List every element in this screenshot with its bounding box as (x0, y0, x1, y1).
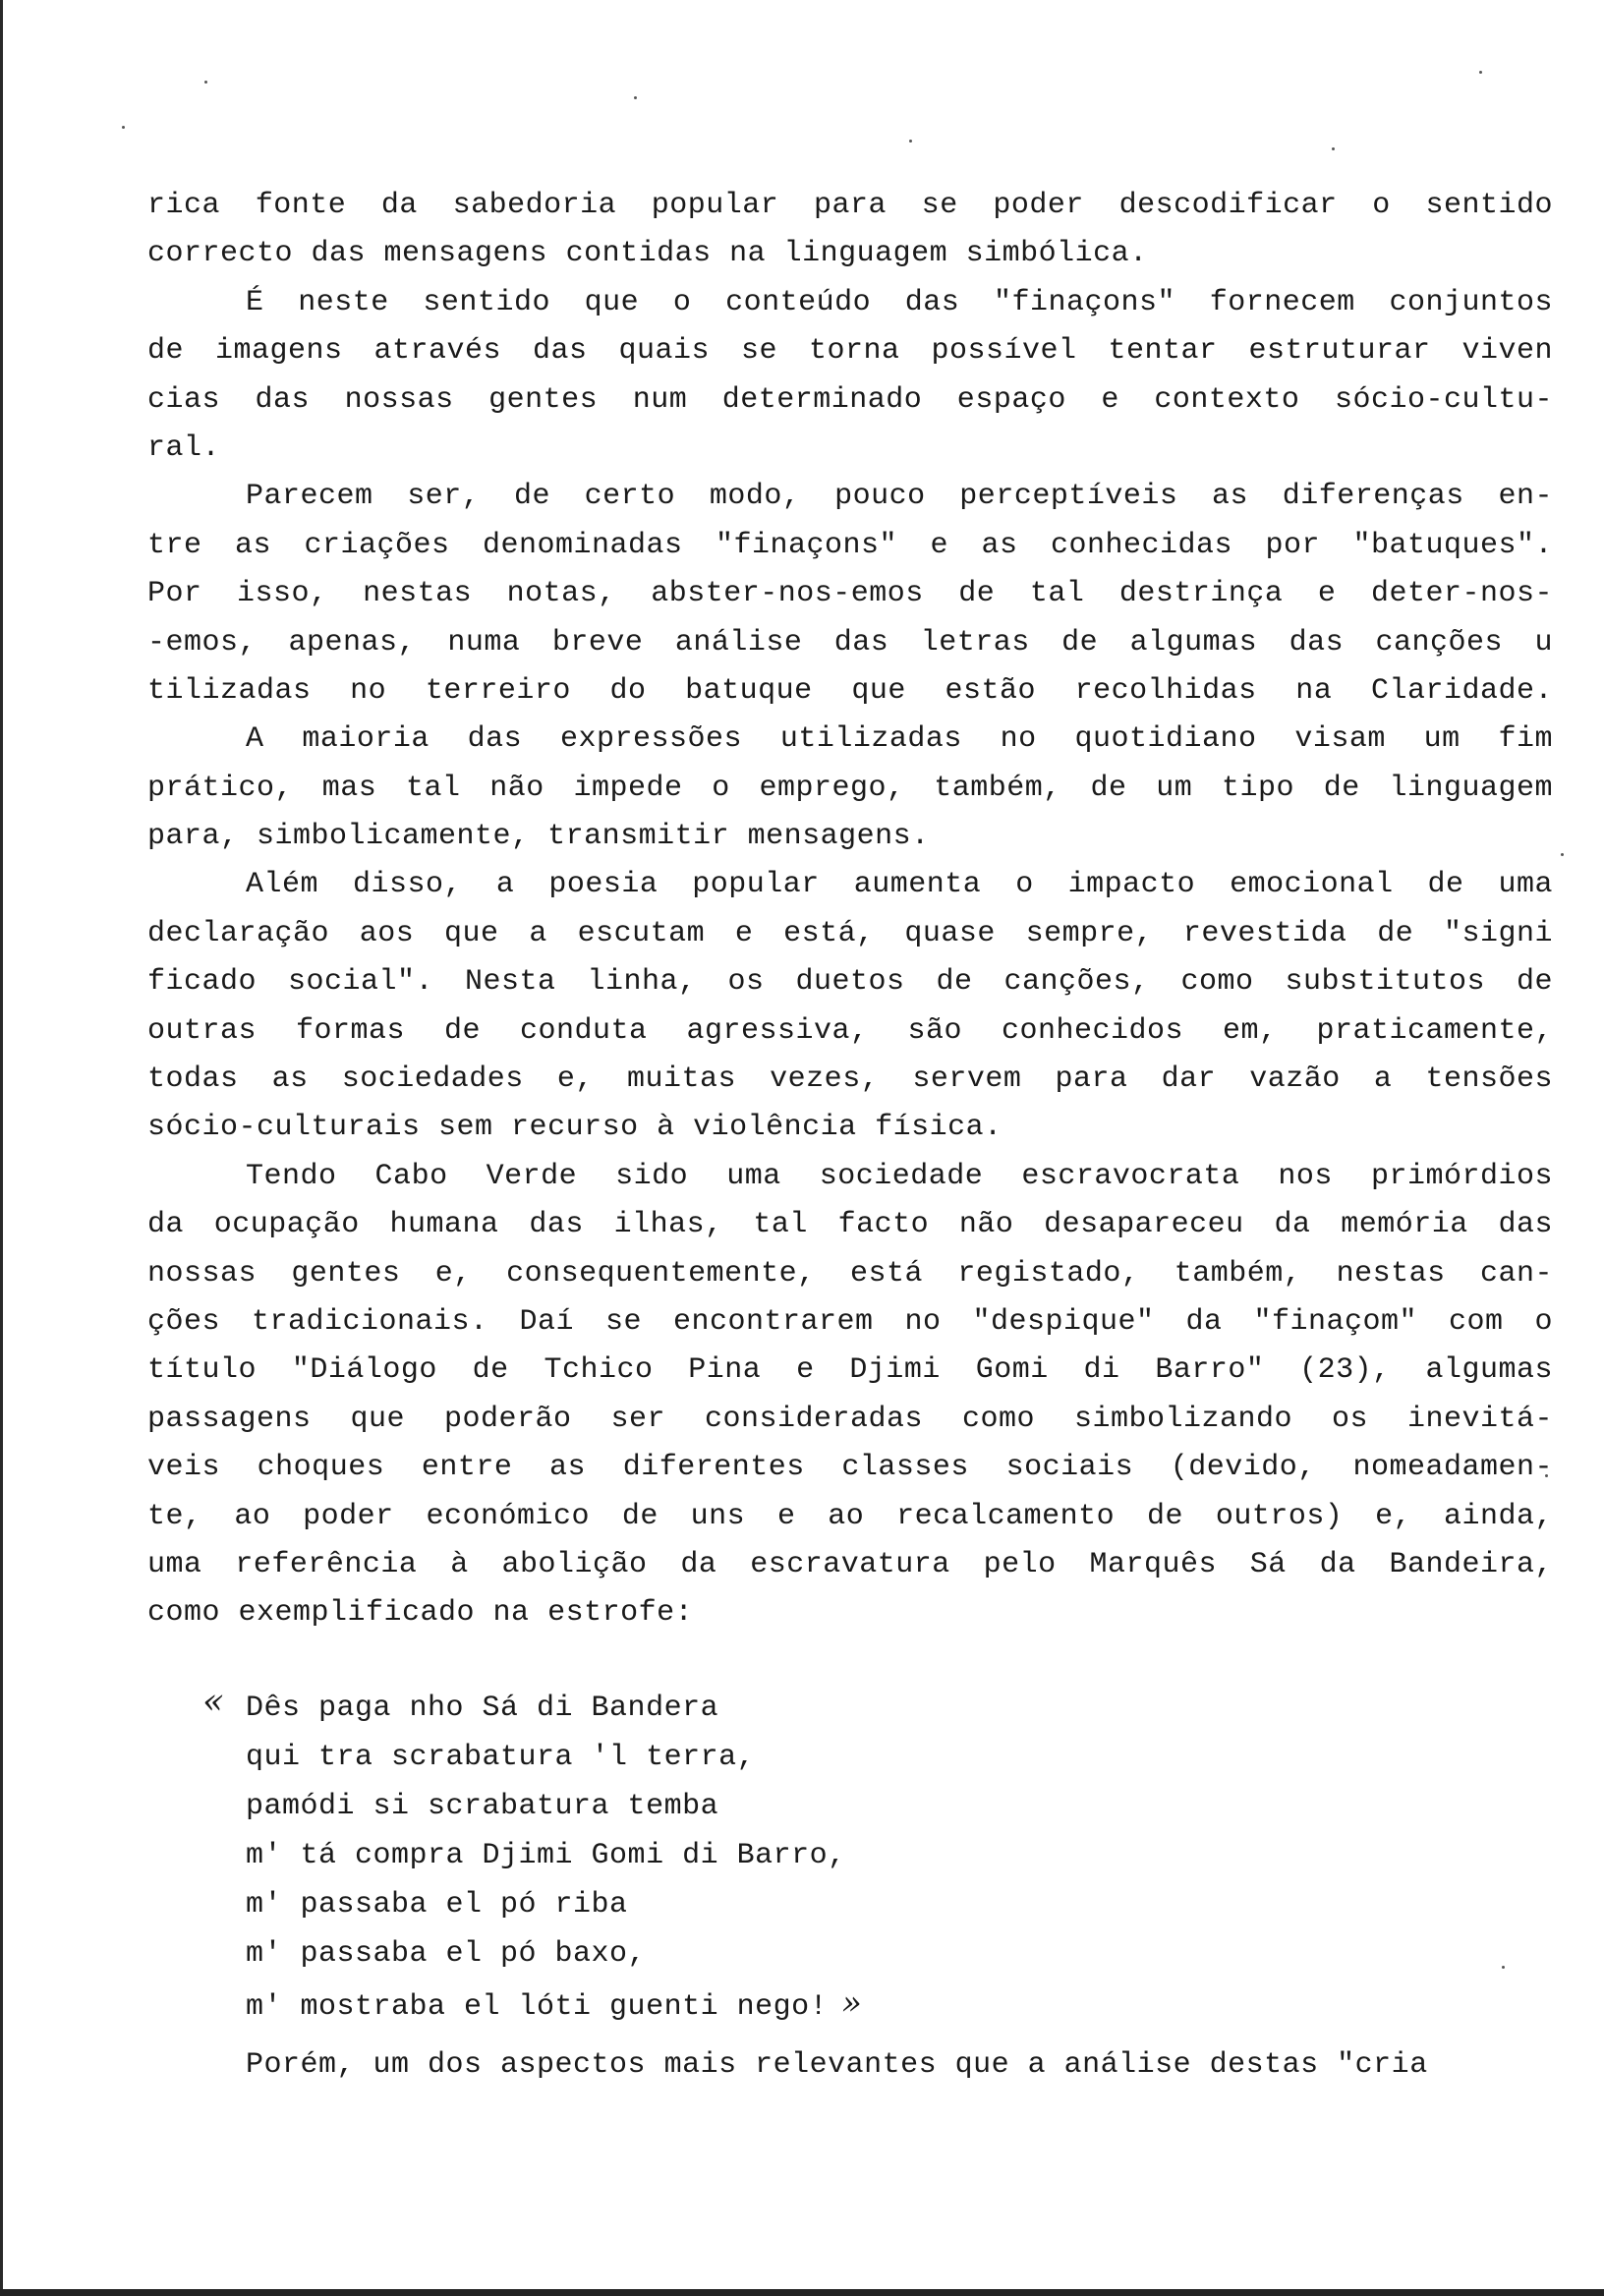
text-line: título "Diálogo de Tchico Pina e Djimi Gomi di Barro" (23), algumas (147, 1353, 1553, 1388)
opening-quote-mark: « (202, 1681, 225, 1722)
text-line: para, simbolicamente, transmitir mensagens. (147, 820, 930, 854)
verse-line: Dês paga nho Sá di Bandera (246, 1691, 719, 1725)
paragraph-4 (147, 716, 1553, 861)
scan-speck (1479, 71, 1482, 74)
text-line: prático, mas tal não impede o emprego, também, de um tipo de linguagem (147, 771, 1553, 805)
text-line: Por isso, nestas notas, abster-nos-emos de tal destrinça e deter-nos- (147, 577, 1553, 611)
text-line: passagens que poderão ser consideradas como simbolizando os inevitá- (147, 1402, 1553, 1436)
scan-bottom-edge-rule (0, 2289, 1604, 2296)
text-line: Porém, um dos aspectos mais relevantes que a análise destas "cria (246, 2047, 1428, 2082)
verse-line-text: m' mostraba el lóti guenti nego! (246, 1989, 829, 2024)
verse-line: pamódi si scrabatura temba (246, 1789, 719, 1823)
text-line: da ocupação humana das ilhas, tal facto não desapareceu da memória das (147, 1208, 1553, 1242)
text-line: como exemplificado na estrofe: (147, 1596, 694, 1631)
closing-quote-mark: » (841, 1982, 863, 2023)
document-page (147, 182, 1553, 2090)
verse-stanza (147, 1681, 1553, 2028)
paragraph-2 (147, 279, 1553, 474)
paragraph-3 (147, 473, 1553, 716)
verse-line: m' tá compra Djimi Gomi di Barro, (246, 1838, 846, 1872)
text-line: outras formas de conduta agressiva, são conhecidos em, praticamente, (147, 1013, 1553, 1048)
text-line: Além disso, a poesia popular aumenta o impacto emocional de uma (246, 868, 1553, 902)
text-line: Tendo Cabo Verde sido uma sociedade escravocrata nos primórdios (246, 1159, 1553, 1193)
section-gap (147, 1638, 1553, 1684)
paragraph-5 (147, 861, 1553, 1152)
verse-line-last (246, 1979, 1553, 2028)
text-line: veis choques entre as diferentes classes sociais (devido, nomeadamen- (147, 1451, 1553, 1485)
paragraph-1 (147, 182, 1553, 279)
paragraph-6 (147, 1153, 1553, 1638)
text-line: sócio-culturais sem recurso à violência física. (147, 1111, 1002, 1145)
scan-speck (204, 81, 207, 84)
verse-line: m' passaba el pó baxo, (246, 1936, 647, 1971)
scan-speck (122, 126, 125, 129)
scan-speck (1332, 147, 1335, 150)
text-line: uma referência à abolição da escravatura pelo Marquês Sá da Bandeira, (147, 1547, 1553, 1581)
verse-line: qui tra scrabatura 'l terra, (246, 1740, 756, 1774)
text-line: cias das nossas gentes num determinado espaço e contexto sócio-cultu- (147, 382, 1553, 417)
text-line: tre as criações denominadas "finaçons" e as conhecidas por "batuques". (147, 528, 1553, 562)
scan-left-edge-rule (0, 0, 3, 2296)
text-line: ficado social". Nesta linha, os duetos de canções, como substitutos de (147, 965, 1553, 1000)
scan-speck (1561, 853, 1564, 856)
text-line: te, ao poder económico de uns e ao recalcamento de outros) e, ainda, (147, 1499, 1553, 1533)
text-line: declaração aos que a escutam e está, quase sempre, revestida de "signi (147, 916, 1553, 950)
scan-speck (634, 96, 637, 99)
text-line: ral. (147, 430, 221, 465)
text-line: de imagens através das quais se torna possível tentar estruturar viven (147, 334, 1553, 369)
text-line: -emos, apenas, numa breve análise das letras de algumas das canções u (147, 625, 1553, 660)
text-line: nossas gentes e, consequentemente, está registado, também, nestas can- (147, 1256, 1553, 1291)
text-line: ções tradicionais. Daí se encontrarem no "despique" da "finaçom" com o (147, 1304, 1553, 1339)
scan-speck (909, 140, 912, 143)
paragraph-7 (147, 2041, 1553, 2090)
text-line: Parecem ser, de certo modo, pouco perceptíveis as diferenças en- (246, 480, 1553, 514)
text-line: tilizadas no terreiro do batuque que estão recolhidas na Claridade. (147, 673, 1553, 708)
text-line: rica fonte da sabedoria popular para se poder descodificar o sentido (147, 189, 1553, 222)
text-line: todas as sociedades e, muitas vezes, servem para dar vazão a tensões (147, 1062, 1553, 1097)
verse-line: m' passaba el pó riba (246, 1887, 628, 1922)
text-line: correcto das mensagens contidas na linguagem simbólica. (147, 237, 1148, 271)
text-line: A maioria das expressões utilizadas no quotidiano visam um fim (246, 722, 1553, 757)
text-line: É neste sentido que o conteúdo das "finaçons" fornecem conjuntos (246, 285, 1553, 319)
